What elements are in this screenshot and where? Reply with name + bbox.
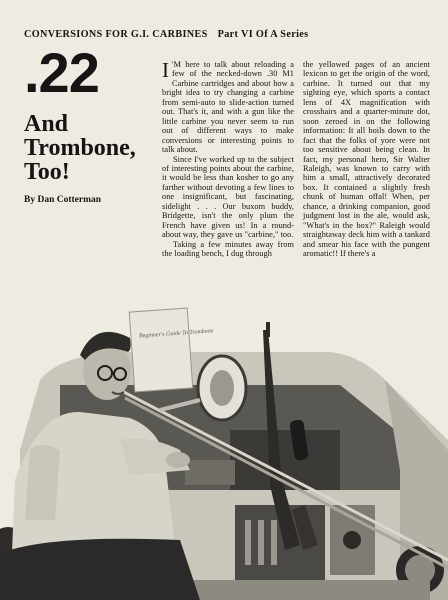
article-column-2 [303,60,430,259]
booklet-text: Beginner's Guide To Trombone [138,328,214,340]
subheadline: And Trombone, Too! [24,111,136,185]
series-title: CONVERSIONS FOR G.I. CARBINES [24,29,208,40]
paragraph: the yellowed pages of an ancient lexicon to get the origin of the word, carbine. It turned out that my sighting eye, which sports a contact lens of 4X magnification with crosshairs and a quarter-minute dot, soon zeroed in on the following information: It all boils down to the fact that the folks of yore were not too sensitive about being clean. In fact, my personal hero, Sir Walter Raleigh, was known to carry with him a small, attractively decorated box. It contained a slightly fresh chunk of human offal! When, per chance, a drinking companion, good judgment lost in the ale, would ask, "What's in the box?" Raleigh would straightaway deck him with a tankard and smear his face with the pungent aromatic!! If there's a [303,60,430,259]
man-trousers [0,539,200,600]
article-column-1 [162,60,294,259]
series-header [24,29,434,40]
paragraph: Since I've worked up to the subject of interesting points about the carbine, it would be less than kosher to go any farther without devoting a few lines to one insignificant, but fascinating, sidelight . . . Our buxom buddy, Bridgette, isn't the only plum the French have given us! In a round-about way, they gave us "carbine," too. [162,154,294,240]
drop-cap: I [162,58,170,82]
article-photo [0,300,448,600]
man-hand [166,452,190,468]
booklet [129,308,192,392]
paragraph: I 'M here to talk about reloading a few of the necked-down .30 M1 Carbine cartridges and about how a bright idea to try changing a carbine from semi-auto to slide-action turned out. That's it, and with a gun like the little carbine you never seem to run out of different ways to make conversions or interesting points to talk about. [162,58,294,155]
series-part: Part VI Of A Series [217,29,309,40]
headline: .22 [24,41,99,104]
byline: By Dan Cotterman [24,195,102,205]
paragraph: Taking a few minutes away from the loading bench, I dug through [162,239,294,259]
